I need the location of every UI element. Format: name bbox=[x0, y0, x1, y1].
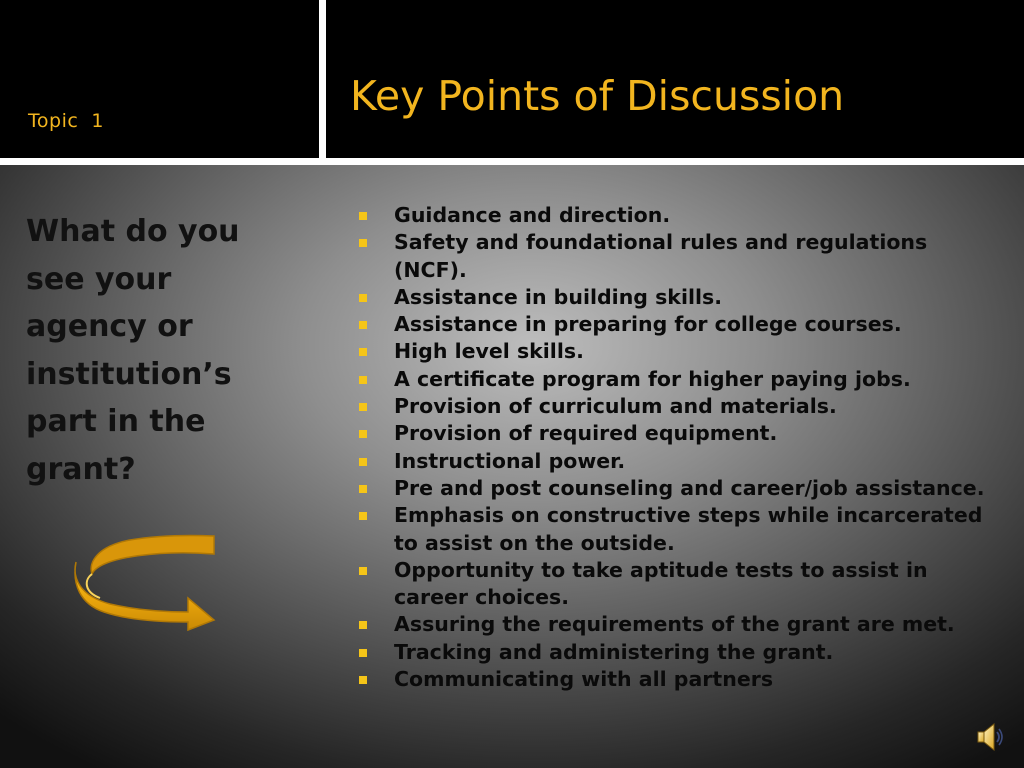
bullet-item bbox=[357, 557, 997, 612]
bullet-item bbox=[357, 311, 997, 338]
bullet-text: Assuring the requirements of the grant are met. bbox=[394, 612, 955, 637]
question-text: What do you see your agency or institution’s part in the grant? bbox=[26, 214, 240, 487]
bullet-text: Guidance and direction. bbox=[394, 203, 671, 227]
bullet-marker bbox=[359, 403, 367, 411]
bullet-marker bbox=[359, 376, 367, 384]
bullet-marker bbox=[359, 430, 367, 438]
bullet-text: A certificate program for higher paying jobs. bbox=[394, 366, 911, 391]
bullet-text: Communicating with all partners bbox=[394, 667, 774, 692]
bullet-marker bbox=[359, 348, 367, 356]
bullet-marker bbox=[359, 676, 367, 684]
bullet-text: Instructional power. bbox=[394, 448, 626, 473]
bullet-text: Assistance in building skills. bbox=[394, 284, 723, 309]
bullet-marker bbox=[359, 239, 367, 247]
bullet-text: Pre and post counseling and career/job assistance. bbox=[394, 475, 985, 500]
bullet-item bbox=[357, 229, 997, 284]
bullet-text: Safety and foundational rules and regulations (NCF). bbox=[394, 230, 928, 282]
bullet-marker bbox=[359, 567, 367, 575]
bullet-text: Provision of curriculum and materials. bbox=[394, 394, 837, 419]
bullet-marker bbox=[359, 321, 367, 329]
bullet-marker bbox=[359, 649, 367, 657]
bullet-marker bbox=[359, 212, 367, 220]
bullet-item bbox=[357, 639, 997, 666]
bullet-item bbox=[357, 338, 997, 365]
bullet-item bbox=[357, 502, 997, 557]
bullet-marker bbox=[359, 458, 367, 466]
bullet-text: Provision of required equipment. bbox=[394, 421, 778, 446]
topic-label: Topic 1 bbox=[28, 110, 104, 132]
bullet-text: High level skills. bbox=[394, 339, 584, 364]
header-left-panel bbox=[0, 0, 319, 158]
bullet-item bbox=[357, 202, 997, 229]
bullet-item bbox=[357, 448, 997, 475]
bullet-item bbox=[357, 366, 997, 393]
bullet-marker bbox=[359, 294, 367, 302]
bullet-text: Emphasis on constructive steps while incarcerated to assist on the outside. bbox=[394, 503, 983, 555]
bullet-text: Tracking and administering the grant. bbox=[394, 639, 834, 664]
bullet-text: Opportunity to take aptitude tests to assist in career choices. bbox=[394, 557, 928, 610]
curved-arrow-icon bbox=[70, 532, 220, 632]
bullet-item bbox=[357, 393, 997, 420]
vertical-divider bbox=[319, 0, 326, 160]
horizontal-divider bbox=[0, 158, 1024, 165]
bullet-item bbox=[357, 420, 997, 447]
bullet-marker bbox=[359, 512, 367, 520]
bullet-item bbox=[357, 666, 997, 693]
bullet-list bbox=[357, 202, 997, 693]
bullet-marker bbox=[359, 485, 367, 493]
bullet-marker bbox=[359, 621, 367, 629]
speaker-icon[interactable] bbox=[976, 720, 1004, 754]
bullet-item bbox=[357, 284, 997, 311]
bullet-item bbox=[357, 611, 997, 638]
slide-title: Key Points of Discussion bbox=[350, 72, 845, 120]
bullet-item bbox=[357, 475, 997, 502]
bullet-text: Assistance in preparing for college courses. bbox=[394, 312, 902, 337]
